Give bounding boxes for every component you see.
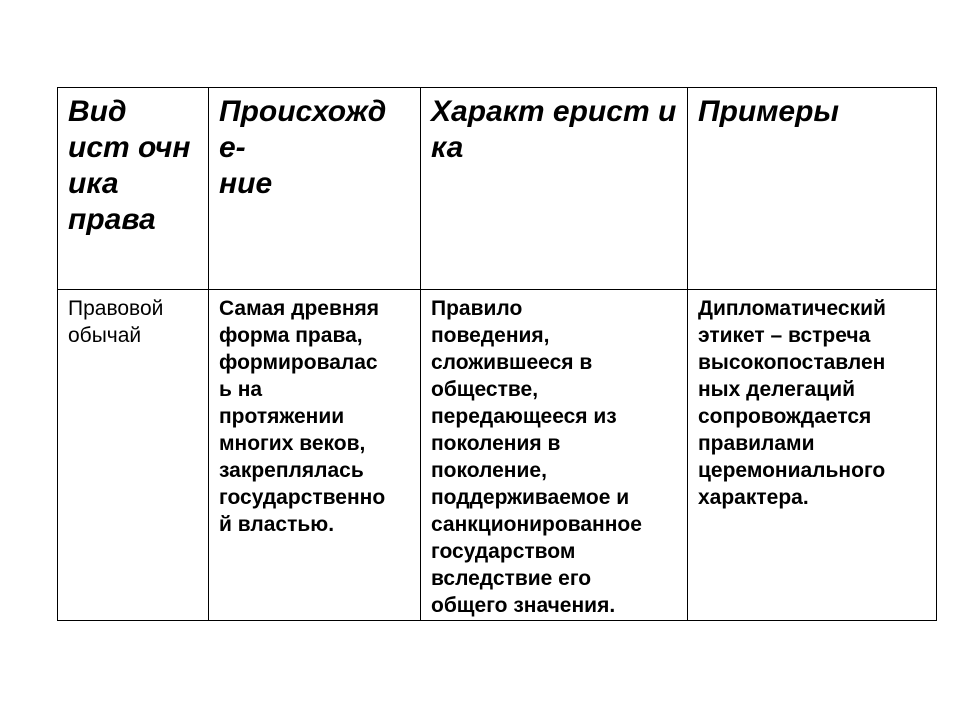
header-type-text: Вид ист очн ика права bbox=[68, 95, 191, 236]
cell-examples-text: Дипломатический этикет – встреча высокопоставлен ных делегаций сопровождается правилами церемониального характера. bbox=[698, 297, 886, 509]
header-cell-examples bbox=[688, 88, 937, 290]
cell-characteristic bbox=[421, 290, 688, 621]
cell-examples bbox=[688, 290, 937, 621]
header-cell-origin bbox=[209, 88, 421, 290]
header-cell-characteristic bbox=[421, 88, 688, 290]
header-origin-text: Происхожд е- ние bbox=[219, 95, 387, 200]
cell-origin bbox=[209, 290, 421, 621]
cell-origin-text: Самая древняя форма права, формировалас ь на протяжении многих веков, закреплялась государственно й властью. bbox=[219, 297, 386, 536]
header-examples-text: Примеры bbox=[698, 95, 840, 128]
cell-type bbox=[58, 290, 209, 621]
source-of-law-table bbox=[57, 87, 937, 621]
header-characteristic-text: Характ ерист и ка bbox=[431, 95, 677, 164]
table-header-row bbox=[58, 88, 937, 290]
cell-type-text: Правовой обычай bbox=[68, 297, 164, 347]
header-cell-type bbox=[58, 88, 209, 290]
table-row bbox=[58, 290, 937, 621]
cell-characteristic-text: Правило поведения, сложившееся в обществе, передающееся из поколения в поколение, поддерживаемое и санкционированное государством вследствие его общего значения. bbox=[431, 297, 642, 617]
